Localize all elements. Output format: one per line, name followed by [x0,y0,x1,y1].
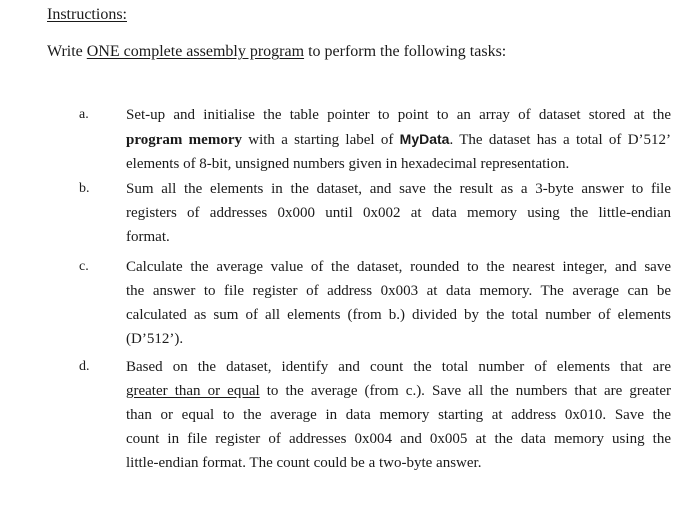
task-d-line-3: than or equal to the average in data memory starting at address 0x010. Save the [126,407,671,423]
intro-sentence [47,42,506,62]
task-text-d [126,355,671,475]
task-d-line-2: greater than or equal to the average (from c.). Save all the numbers that are greater [126,383,671,399]
intro-prefix: Write [47,43,87,60]
task-a-line-3: elements of 8-bit, unsigned numbers given in hexadecimal representation. [126,156,570,172]
program-memory-term: program memory [126,132,242,148]
task-b-line-1: Sum all the elements in the dataset, and save the result as a 3-byte answer to file [126,181,671,197]
task-marker-c: c. [79,259,89,274]
instructions-heading: Instructions: [47,6,127,23]
task-text-a [126,103,671,176]
task-d-line-5: little-endian format. The count could be a two-byte answer. [126,455,482,471]
task-a-line-1: Set-up and initialise the table pointer to point to an array of dataset stored at the [126,107,671,123]
task-c-line-1: Calculate the average value of the dataset, rounded to the nearest integer, and save [126,259,671,275]
task-marker-b: b. [79,181,90,196]
intro-suffix: to perform the following tasks: [304,43,507,60]
mydata-label: MyData [399,131,450,147]
task-text-c [126,255,671,351]
greater-or-equal-term: greater than or equal [126,383,260,399]
task-marker-d: d. [79,359,90,374]
intro-emphasis: ONE complete assembly program [86,43,305,60]
task-b-line-2: registers of addresses 0x000 until 0x002 at data memory using the little-endian [126,205,671,221]
task-d-line-4: count in file register of addresses 0x004 and 0x005 at the data memory using the [126,431,671,447]
task-b-line-3: format. [126,229,170,245]
task-c-line-3: calculated as sum of all elements (from b.) divided by the total number of elements [126,307,671,323]
task-text-b [126,177,671,249]
task-a-line-2: program memory with a starting label of MyData. The dataset has a total of D’512’ [126,131,672,148]
task-marker-a: a. [79,107,89,122]
task-c-line-4: (D’512’). [126,331,184,347]
task-c-line-2: the answer to file register of address 0x003 at data memory. The average can be [126,283,671,299]
task-d-line-1: Based on the dataset, identify and count the total number of elements that are [126,359,671,375]
